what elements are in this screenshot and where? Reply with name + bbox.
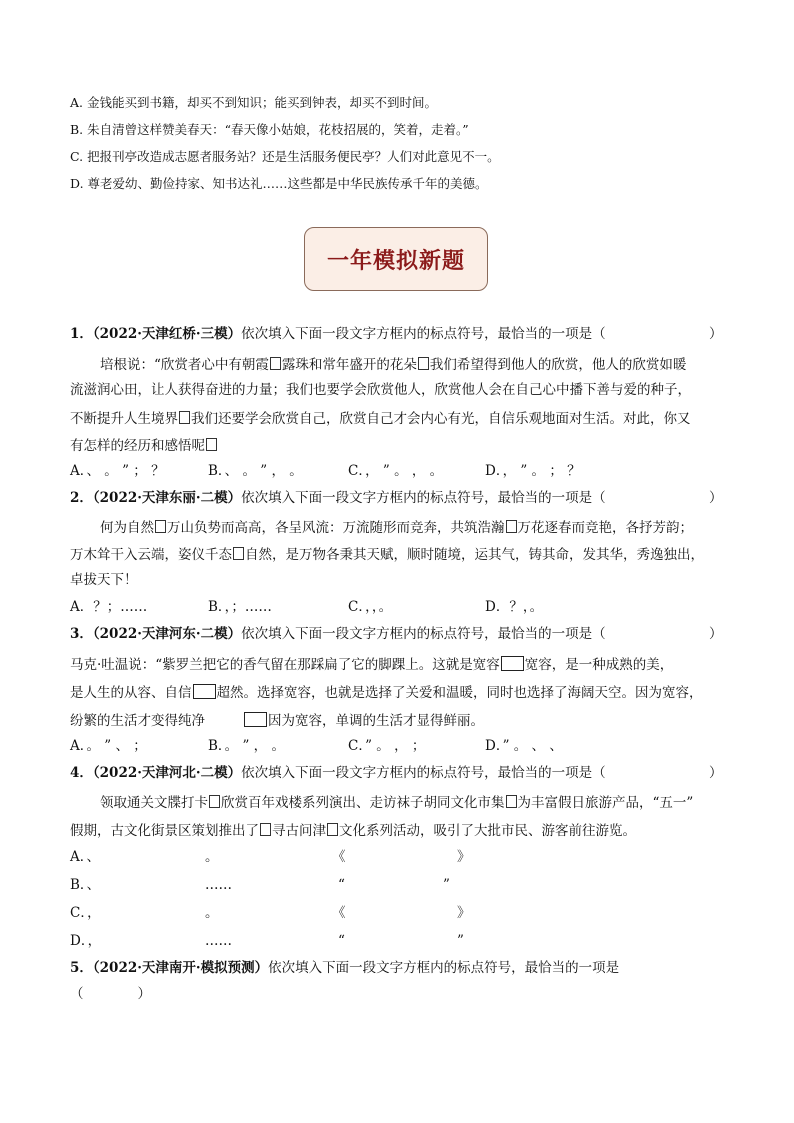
blank-box <box>244 712 267 727</box>
section-title-box <box>304 227 488 291</box>
blank-box <box>506 520 517 533</box>
blank-box <box>206 438 217 451</box>
question-1-option-b[interactable]: B．、 。 ” ， 。 <box>208 463 303 479</box>
top-option-b: B. 朱自清曾这样赞美春天：“春天像小姑娘，花枝招展的，笑着，走着。” <box>70 122 469 137</box>
question-3-body-line-1: 马克·吐温说：“紫罗兰把它的香气留在那踩扁了它的脚踝上。这就是宽容 宽容，是一种成熟的美， <box>70 657 674 673</box>
question-1-body-line-1: 培根说：“欣赏者心中有朝霞 露珠和常年盛开的花朵 我们希望得到他人的欣赏，他人的欣赏如暖 <box>100 357 687 373</box>
question-4-close-paren: ） <box>709 765 723 781</box>
blank-box <box>418 357 429 370</box>
blank-box <box>193 684 216 699</box>
blank-box <box>327 823 338 836</box>
blank-box <box>209 795 220 808</box>
blank-box <box>260 823 271 836</box>
question-1-option-a[interactable]: A．、 。 ” ； ？ <box>70 463 165 479</box>
section-title: 一年模拟新题 <box>326 247 465 274</box>
question-3-body-line-2: 是人生的从容、自信 超然。选择宽容，也就是选择了关爱和温暖，同时也选择了海阔天空。因为宽容， <box>70 685 703 701</box>
blank-box <box>179 411 190 424</box>
question-3-option-c[interactable]: C．” 。 ， ； <box>348 738 426 754</box>
question-2-option-a[interactable]: A．？；…… <box>70 599 148 615</box>
blank-box <box>501 656 524 671</box>
blank-box <box>270 357 281 370</box>
question-2-close-paren: ） <box>709 490 723 506</box>
question-2-option-c[interactable]: C．，，。 <box>348 599 393 615</box>
question-2-option-b[interactable]: B．，；…… <box>208 599 272 615</box>
question-1-close-paren: ） <box>709 326 723 342</box>
question-3-header: 3．（2022·天津河东·二模）依次填入下面一段文字方框内的标点符号，最恰当的一项是（ <box>70 626 606 642</box>
top-option-d: D. 尊老爱幼、勤俭持家、知书达礼……这些都是中华民族传承千年的美德。 <box>70 176 488 191</box>
question-1-body-line-4: 有怎样的经历和感悟呢 <box>70 438 218 454</box>
blank-box <box>506 795 517 808</box>
question-4-body-line-2: 假期，古文化街景区策划推出了 寻古问津 文化系列活动，吸引了大批市民、游客前往游览。 <box>70 823 636 839</box>
question-5-header: 5．（2022·天津南开·模拟预测）依次填入下面一段文字方框内的标点符号，最恰当的一项是 <box>70 960 620 976</box>
question-4-body-line-1: 领取通关文牒打卡 欣赏百年戏楼系列演出、走访袜子胡同文化市集 为丰富假日旅游产品，“五一” <box>100 795 694 811</box>
question-2-body-line-2: 万木耸干入云端，姿仪千态 自然，是万物各秉其天赋，顺时随境，运其气，铸其命，发其华，秀逸独出， <box>70 547 704 563</box>
question-3-option-a[interactable]: A．。 ” 、 ； <box>70 738 147 754</box>
question-3-option-b[interactable]: B．。 ” ， 。 <box>208 738 285 754</box>
document-page: A. 金钱能买到书籍，却买不到知识；能买到钟表，却买不到时间。 B. 朱自清曾这样赞美春天：“春天像小姑娘，花枝招展的，笑着，走着。” C. 把报刊亭改造成志愿者服务站？还是生活服务便民亭？人们对此意见不一。 D. 尊老爱幼、勤俭持家、知书达礼……这些都是中华民族传承千年的美德。 一年模拟新题 1．（2022·天津红桥·三模）依次填入下面一段文字方框内的标点符号，最恰当的一项是（ ） 培根说：“欣赏者心中有朝霞 露珠和常年盛开的花朵 我们希望得到他人的欣赏，他人的欣赏如暖 流滋润心田，让人获得奋进的力量；我们也要学会欣赏他人，欣赏他人会在自己心中播下善与爱的种子， 不断提升人生境界 我们还要学会欣赏自己，欣赏自己才会内心有光，自信乐观地面对生活。对此，你又 有怎样的经历和感悟呢 A．、 。 ” ； ？ B．、 。 ” ， 。 C．， ” 。 ， 。 D．， ” 。 ； ？ 2．（2022·天津东丽·二模）依次填入下面一段文字方框内的标点符号，最恰当的一项是（ ） 何为自然 万山负势而高高，各呈风流：万流随形而竞奔，共筑浩瀚 万花逐春而竞艳，各抒芳韵； 万木耸干入云端，姿仪千态 自然，是万物各秉其天赋，顺时随境，运其气，铸其命，发其华，秀逸独出， 卓拔天下！ A．？；…… B．，；…… C．，，。 D．？，。 3．（2022·天津河东·二模）依次填入下面一段文字方框内的标点符号，最恰当的一项是（ ） 马克·吐温说：“紫罗兰把它的香气留在那踩扁了它的脚踝上。这就是宽容 宽容，是一种成熟的美， 是人生的从容、自信 超然。选择宽容，也就是选择了关爱和温暖，同时也选择了海阔天空。因为宽容， 纷繁的生活才变得纯净 因为宽容，单调的生活才显得鲜丽。 A．。 ” 、 ； B．。 ” ， 。 C．” 。 ， ； D．” 。 、 、 4．（2022·天津河北·二模）依次填入下面一段文字方框内的标点符号，最恰当的一项是（ ） 领取通关文牒打卡 欣赏百年戏楼系列演出、走访袜子胡同文化市集 为丰富假日旅游产品，“五一” 假期，古文化街景区策划推出了 寻古问津 文化系列活动，吸引了大批市民、游客前往游览。 A．、 。 《 》 B．、 …… “ ” C．， 。 《 》 D．， …… “ ” 5．（2022·天津南开·模拟预测）依次填入下面一段文字方框内的标点符号，最恰当的一项是 （ ） <box>70 95 723 1002</box>
question-3-close-paren: ） <box>709 626 723 642</box>
question-5-answer-paren[interactable]: （ ） <box>70 986 151 1002</box>
question-1-body-line-2: 流滋润心田，让人获得奋进的力量；我们也要学会欣赏他人，欣赏他人会在自己心中播下善与爱的种子， <box>70 382 691 398</box>
question-1-header: 1．（2022·天津红桥·三模）依次填入下面一段文字方框内的标点符号，最恰当的一项是（ <box>70 326 606 342</box>
question-1-option-d[interactable]: D．， ” 。 ； ？ <box>485 463 581 479</box>
question-2-header: 2．（2022·天津东丽·二模）依次填入下面一段文字方框内的标点符号，最恰当的一项是（ <box>70 490 606 506</box>
question-1-body-line-3: 不断提升人生境界 我们还要学会欣赏自己，欣赏自己才会内心有光，自信乐观地面对生活。对此，你又 <box>70 411 691 427</box>
question-2-body-line-3: 卓拔天下！ <box>70 572 138 588</box>
top-option-a: A. 金钱能买到书籍，却买不到知识；能买到钟表，却买不到时间。 <box>70 95 437 110</box>
question-4-header: 4．（2022·天津河北·二模）依次填入下面一段文字方框内的标点符号，最恰当的一项是（ <box>70 765 606 781</box>
question-2-option-d[interactable]: D．？，。 <box>485 599 544 615</box>
question-3-body-line-3: 纷繁的生活才变得纯净 因为宽容，单调的生活才显得鲜丽。 <box>70 713 484 729</box>
question-1-option-c[interactable]: C．， ” 。 ， 。 <box>348 463 444 479</box>
top-option-c: C. 把报刊亭改造成志愿者服务站？还是生活服务便民亭？人们对此意见不一。 <box>70 149 500 164</box>
blank-box <box>233 547 244 560</box>
blank-box <box>155 520 166 533</box>
question-3-option-d[interactable]: D．” 。 、 、 <box>485 738 563 754</box>
question-2-body-line-1: 何为自然 万山负势而高高，各呈风流：万流随形而竞奔，共筑浩瀚 万花逐春而竞艳，各抒芳韵； <box>100 520 693 536</box>
